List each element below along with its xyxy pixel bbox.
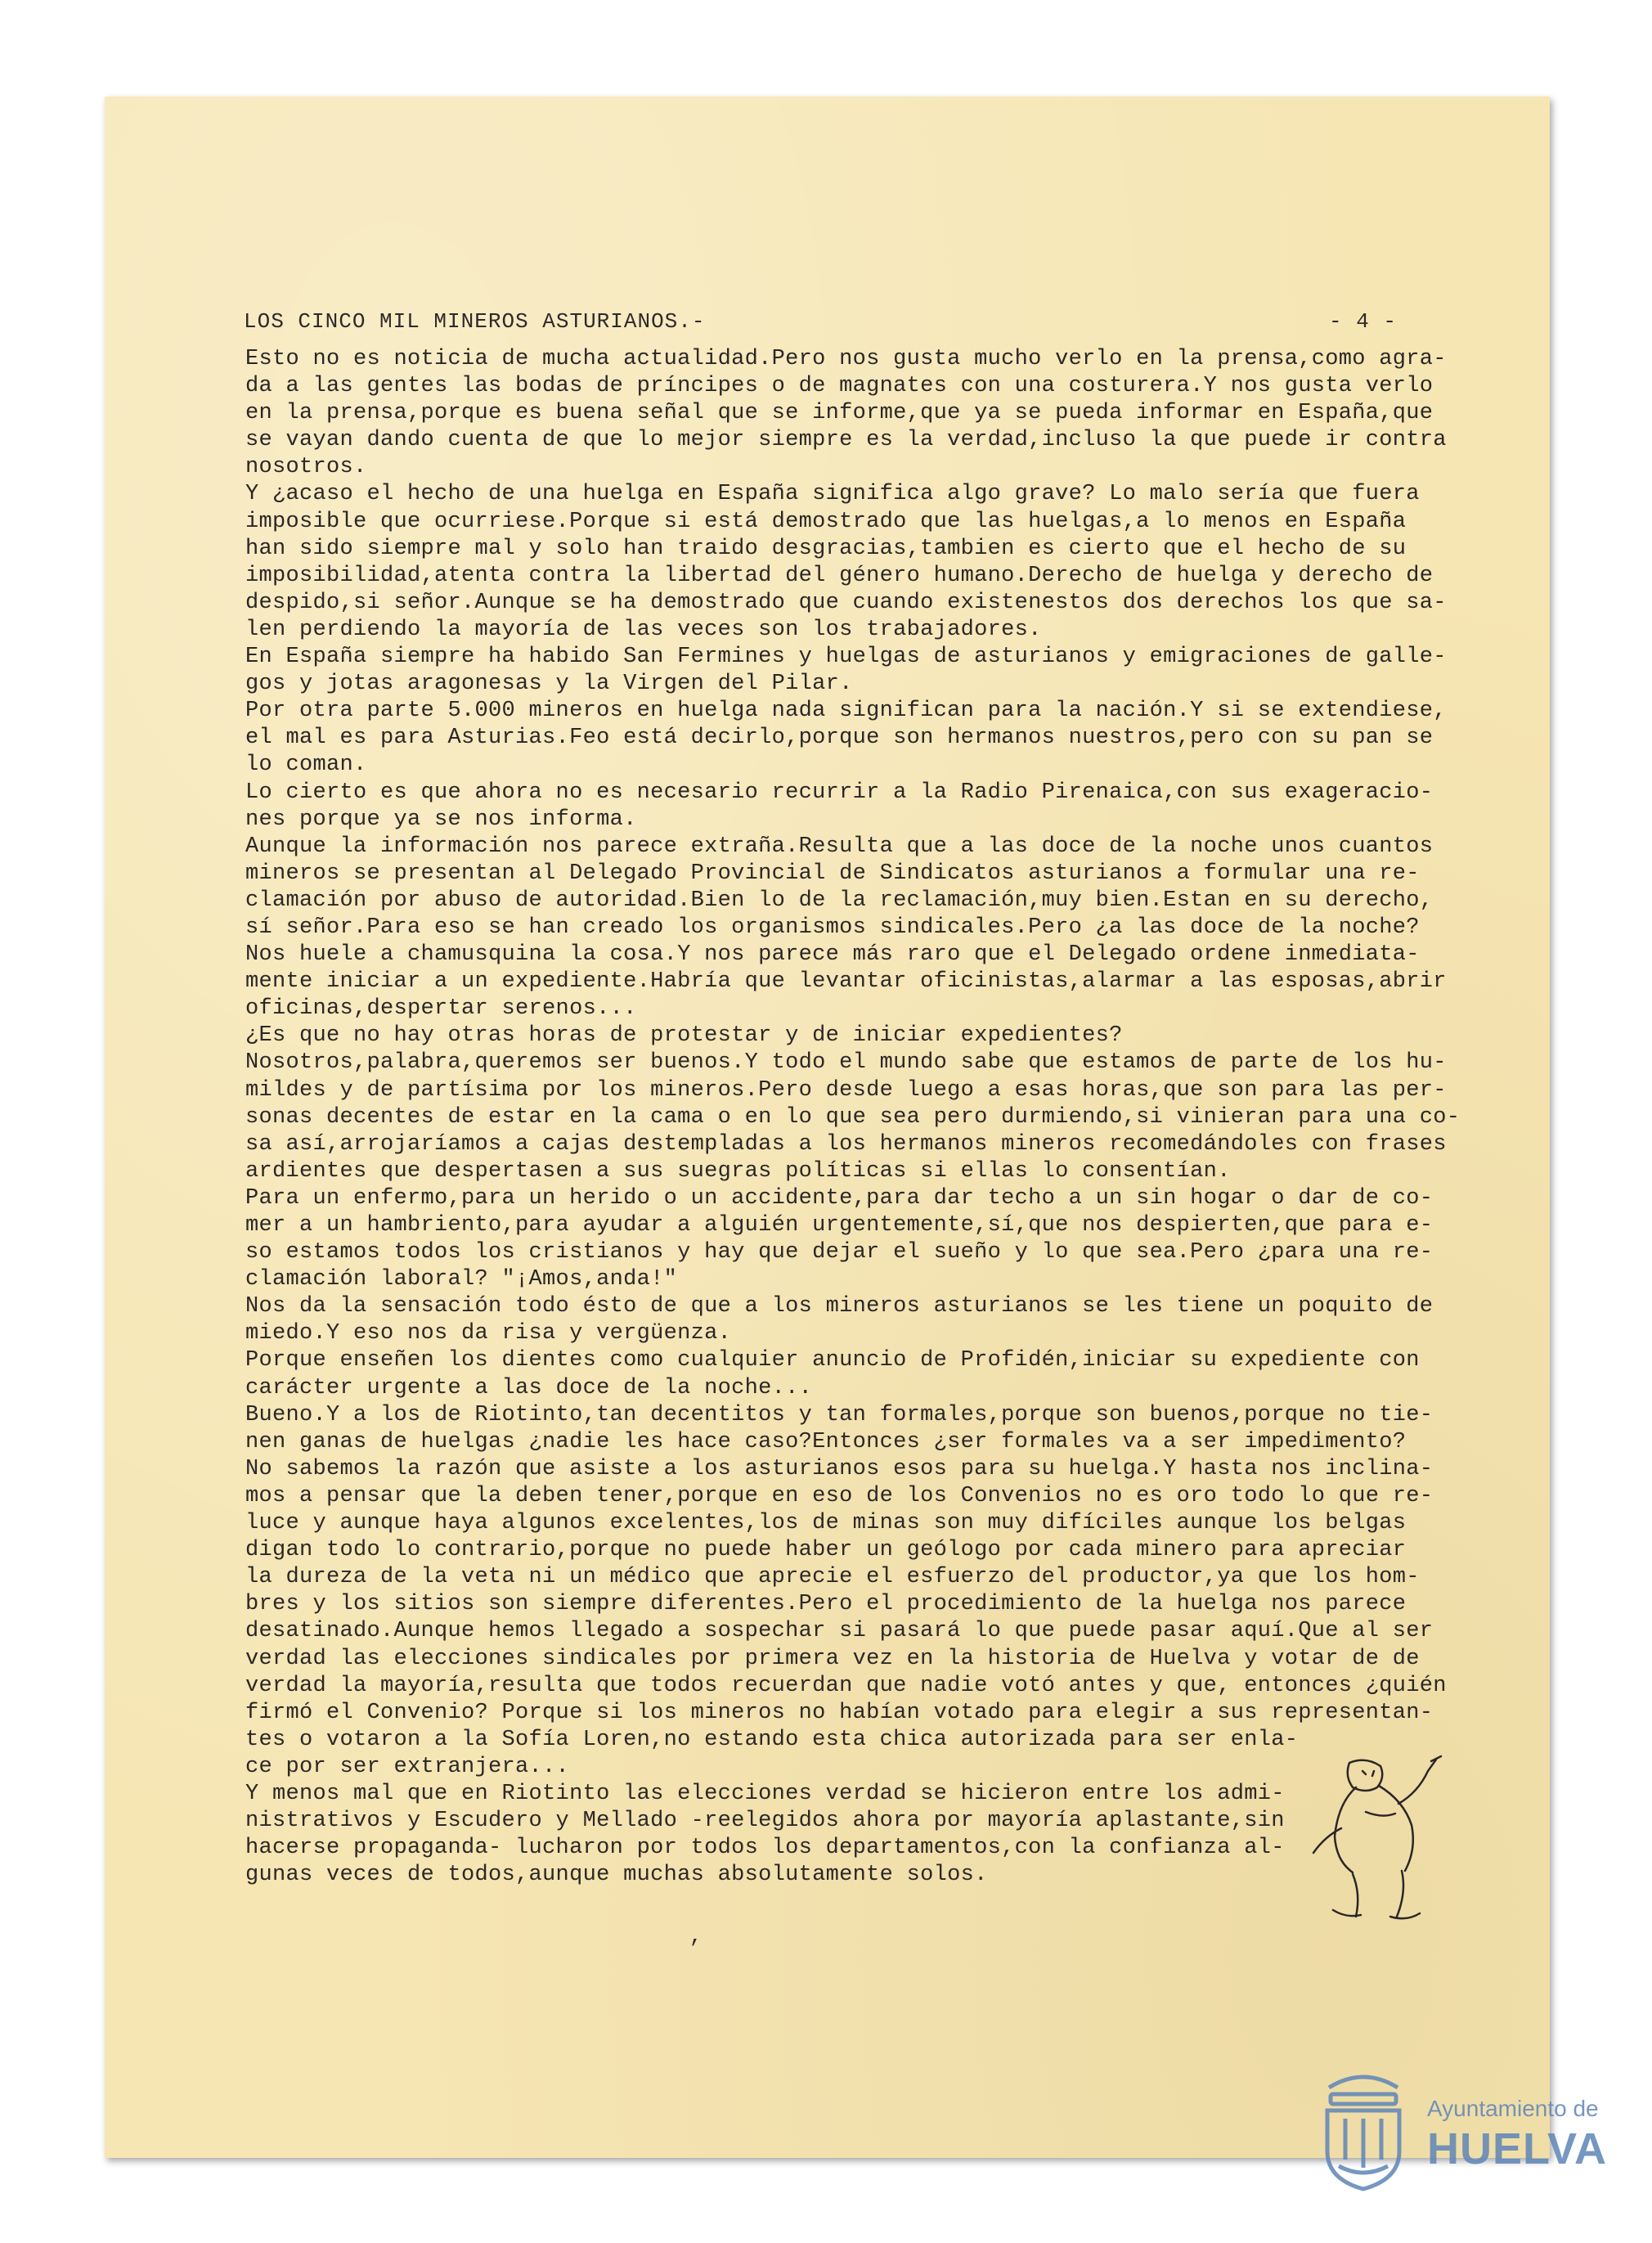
miner-sketch-icon — [1300, 1755, 1464, 1926]
text-line: oficinas,despertar serenos... — [245, 996, 637, 1022]
logo-city-text: HUELVA — [1427, 2124, 1607, 2173]
text-line: so estamos todos los cristianos y hay que dejar el sueño y lo que sea.Pero ¿para una re- — [245, 1240, 1434, 1265]
text-line: clamación por abuso de autoridad.Bien lo de la reclamación,muy bien.Estan en su derecho, — [245, 888, 1434, 913]
text-line: lo coman. — [245, 753, 367, 778]
text-line: nosotros. — [245, 455, 367, 480]
text-line: carácter urgente a las doce de la noche... — [245, 1375, 813, 1400]
text-line: despido,si señor.Aunque se ha demostrado que cuando existenestos dos derechos los que sa- — [245, 590, 1447, 615]
text-line: hacerse propaganda- lucharon por todos los departamentos,con la confianza al- — [245, 1836, 1285, 1861]
text-line: en la prensa,porque es buena señal que se informe,que ya se pueda informar en España,que — [245, 401, 1434, 426]
text-line: nistrativos y Escudero y Mellado -reelegidos ahora por mayoría aplastante,sin — [245, 1809, 1285, 1834]
text-line: se vayan dando cuenta de que lo mejor siempre es la verdad,incluso la que puede ir contra — [245, 428, 1447, 453]
text-line: mente iniciar a un expediente.Habría que levantar oficinistas,alarmar a las esposas,abrir — [245, 969, 1447, 995]
logo-org-text: Ayuntamiento de — [1427, 2096, 1599, 2121]
text-line: sa así,arrojaríamos a cajas destempladas a los hermanos mineros recomedándoles con frases — [245, 1131, 1447, 1157]
city-council-logo — [1313, 2070, 1607, 2192]
text-line: Nos da la sensación todo ésto de que a los mineros asturianos se les tiene un poquito de — [245, 1294, 1434, 1319]
text-line: verdad la mayoría,resulta que todos recuerdan que nadie votó antes y que, entonces ¿quién — [245, 1673, 1447, 1698]
document-title: LOS CINCO MIL MINEROS ASTURIANOS.- — [244, 309, 706, 334]
text-line: Nosotros,palabra,queremos ser buenos.Y todo el mundo sabe que estamos de parte de los hu- — [245, 1050, 1447, 1076]
text-line: luce y aunque haya algunos excelentes,los de minas son muy difíciles aunque los belgas — [245, 1511, 1407, 1536]
text-line: Nos huele a chamusquina la cosa.Y nos parece más raro que el Delegado ordene inmediata- — [245, 942, 1420, 968]
text-line: Lo cierto es que ahora no es necesario recurrir a la Radio Pirenaica,con sus exageracio- — [245, 780, 1434, 805]
text-line: Por otra parte 5.000 mineros en huelga nada significan para la nación.Y si se extendiese, — [245, 699, 1447, 724]
text-line: la dureza de la veta ni un médico que aprecie el esfuerzo del productor,ya que los hom- — [245, 1565, 1420, 1590]
text-line: sonas decentes de estar en la cama o en lo que sea pero durmiendo,si vinieran para una co- — [245, 1104, 1461, 1130]
text-line: mos a pensar que la deben tener,porque en eso de los Convenios no es oro todo lo que re- — [245, 1483, 1434, 1508]
text-line: clamación laboral? "¡Amos,anda!" — [245, 1267, 678, 1292]
text-line: da a las gentes las bodas de príncipes o de magnates con una costurera.Y nos gusta verlo — [245, 374, 1434, 399]
text-line: ce por ser extranjera... — [245, 1754, 570, 1779]
text-line: verdad las elecciones sindicales por primera vez en la historia de Huelva y votar de de — [245, 1646, 1420, 1671]
text-line: sí señor.Para eso se han creado los organismos sindicales.Pero ¿a las doce de la noche? — [245, 915, 1420, 940]
text-line: el mal es para Asturias.Feo está decirlo,porque son hermanos nuestros,pero con su pan se — [245, 726, 1434, 751]
article-body — [245, 346, 1461, 1889]
text-line: ¿Es que no hay otras horas de protestar y de iniciar expedientes? — [245, 1023, 1123, 1049]
text-line: imposible que ocurriese.Porque si está demostrado que las huelgas,a lo menos en España — [245, 509, 1407, 534]
text-line: nen ganas de huelgas ¿nadie les hace caso?Entonces ¿ser formales va a ser impedimento? — [245, 1429, 1407, 1454]
text-line: mer a un hambriento,para ayudar a alguién urgentemente,sí,que nos despierten,que para e- — [245, 1213, 1434, 1238]
text-line: len perdiendo la mayoría de las veces son los trabajadores. — [245, 617, 1042, 642]
text-line: gos y jotas aragonesas y la Virgen del Pilar. — [245, 672, 853, 697]
text-line: miedo.Y eso nos da risa y vergüenza. — [245, 1321, 732, 1346]
text-line: Y ¿acaso el hecho de una huelga en España significa algo grave? Lo malo sería que fuera — [245, 482, 1420, 507]
text-line: Porque enseñen los dientes como cualquier anuncio de Profidén,iniciar su expediente con — [245, 1348, 1420, 1373]
text-line: mineros se presentan al Delegado Provincial de Sindicatos asturianos a formular una re- — [245, 861, 1420, 886]
huelva-crest-icon — [1313, 2070, 1415, 2192]
text-line: desatinado.Aunque hemos llegado a sospechar si pasará lo que puede pasar aquí.Que al ser — [245, 1619, 1434, 1644]
text-line: bres y los sitios son siempre diferentes.Pero el procedimiento de la huelga nos parece — [245, 1592, 1407, 1617]
text-line: digan todo lo contrario,porque no puede haber un geólogo por cada minero para apreciar — [245, 1538, 1407, 1563]
text-line: gunas veces de todos,aunque muchas absolutamente solos. — [245, 1863, 988, 1888]
footnote-mark: , — [689, 1924, 703, 1949]
text-line: nes porque ya se nos informa. — [245, 807, 637, 832]
page-number: - 4 - — [1328, 309, 1397, 334]
text-line: Esto no es noticia de mucha actualidad.Pero nos gusta mucho verlo en la prensa,como agra- — [245, 347, 1447, 371]
text-line: han sido siempre mal y solo han traido desgracias,tambien es cierto que el hecho de su — [245, 536, 1407, 561]
text-line: Y menos mal que en Riotinto las elecciones verdad se hicieron entre los admi- — [245, 1781, 1285, 1806]
text-line: tes o votaron a la Sofía Loren,no estando esta chica autorizada para ser enla- — [245, 1727, 1299, 1752]
page-header — [244, 309, 1397, 337]
text-line: Bueno.Y a los de Riotinto,tan decentitos y tan formales,porque son buenos,porque no tie- — [245, 1402, 1434, 1427]
text-line: firmó el Convenio? Porque si los mineros no habían votado para elegir a sus representan- — [245, 1700, 1434, 1725]
text-line: Para un enfermo,para un herido o un accidente,para dar techo a un sin hogar o dar de co- — [245, 1185, 1434, 1211]
text-line: No sabemos la razón que asiste a los asturianos esos para su huelga.Y hasta nos inclina- — [245, 1456, 1434, 1481]
text-line: ardientes que despertasen a sus suegras políticas si ellas lo consentían. — [245, 1158, 1231, 1184]
text-line: En España siempre ha habido San Fermines y huelgas de asturianos y emigraciones de galle- — [245, 645, 1447, 670]
text-line: Aunque la información nos parece extraña.Resulta que a las doce de la noche unos cuantos — [245, 834, 1434, 859]
text-line: mildes y de partísima por los mineros.Pero desde luego a esas horas,que son para las per- — [245, 1077, 1447, 1103]
text-line: imposibilidad,atenta contra la libertad del género humano.Derecho de huelga y derecho de — [245, 563, 1434, 588]
